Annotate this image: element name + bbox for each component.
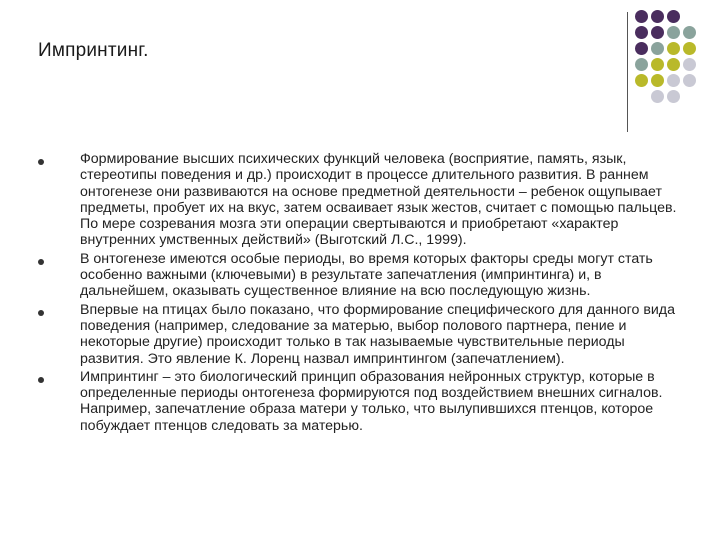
decorative-dot [651,10,664,23]
decorative-dot-grid [635,10,699,106]
decorative-dot [683,26,696,39]
decorative-dot [635,58,648,71]
decorative-dot [667,74,680,87]
decorative-dot [635,74,648,87]
decorative-dot [635,10,648,23]
bullet-item-2 [38,251,688,300]
bullet-text: Формирование высших психических функций человека (восприятие, память, язык, стереотипы поведения и др.) происходит в процессе длительного развития. В раннем онтогенезе они развиваются на основе предметной деятельности – ребенок ощупывает предметы, пробует их на вкус, затем осваивает язык жестов, считает с помощью пальцев. По мере созревания мозга эти операции свертываются и приобретают «характер внутренних умственных действий» (Выготский Л.С., 1999). [80,151,677,249]
decorative-dot [651,26,664,39]
decorative-dot [683,74,696,87]
decorative-dot [651,74,664,87]
decorative-dot [651,90,664,103]
title-divider-line [627,12,628,132]
bullet-text: Впервые на птицах было показано, что формирование специфического для данного вида поведения (например, следование за матерью, выбор полового партнера, пение и некоторые другие) происходит только в так называемые чувствительные периоды развития. Это явление К. Лоренц назвал импринтингом (запечатлением). [80,301,675,367]
decorative-dot [635,90,648,103]
bullet-text: В онтогенезе имеются особые периоды, во время которых факторы среды могут стать особенно важными (ключевыми) в результате запечатления (импринтинга) и, в дальнейшем, оказывать существенное влияние на всю последующую жизнь. [80,250,653,300]
bullet-marker-icon [38,159,44,165]
decorative-dot [651,42,664,55]
decorative-dot [667,10,680,23]
decorative-dot [683,90,696,103]
bullet-item-3 [38,302,688,367]
decorative-dot [667,42,680,55]
decorative-dot [635,26,648,39]
decorative-dot [651,58,664,71]
decorative-dot [667,90,680,103]
bullet-item-4 [38,369,688,434]
decorative-dot [635,42,648,55]
decorative-dot [683,42,696,55]
decorative-dot [667,26,680,39]
bullet-marker-icon [38,377,44,383]
bullet-marker-icon [38,310,44,316]
decorative-dot [683,58,696,71]
bullet-text: Импринтинг – это биологический принцип образования нейронных структур, которые в определенные периоды онтогенеза формируются под воздействием внешних сигналов. Например, запечатление образа матери у только, что вылупившихся птенцов, которое побуждает птенцов следовать за матерью. [80,368,663,434]
bullet-list [38,151,688,435]
decorative-dot [683,10,696,23]
bullet-marker-icon [38,259,44,265]
slide-title: Импринтинг. [38,40,149,61]
bullet-item-1 [38,151,688,249]
decorative-dot [667,58,680,71]
